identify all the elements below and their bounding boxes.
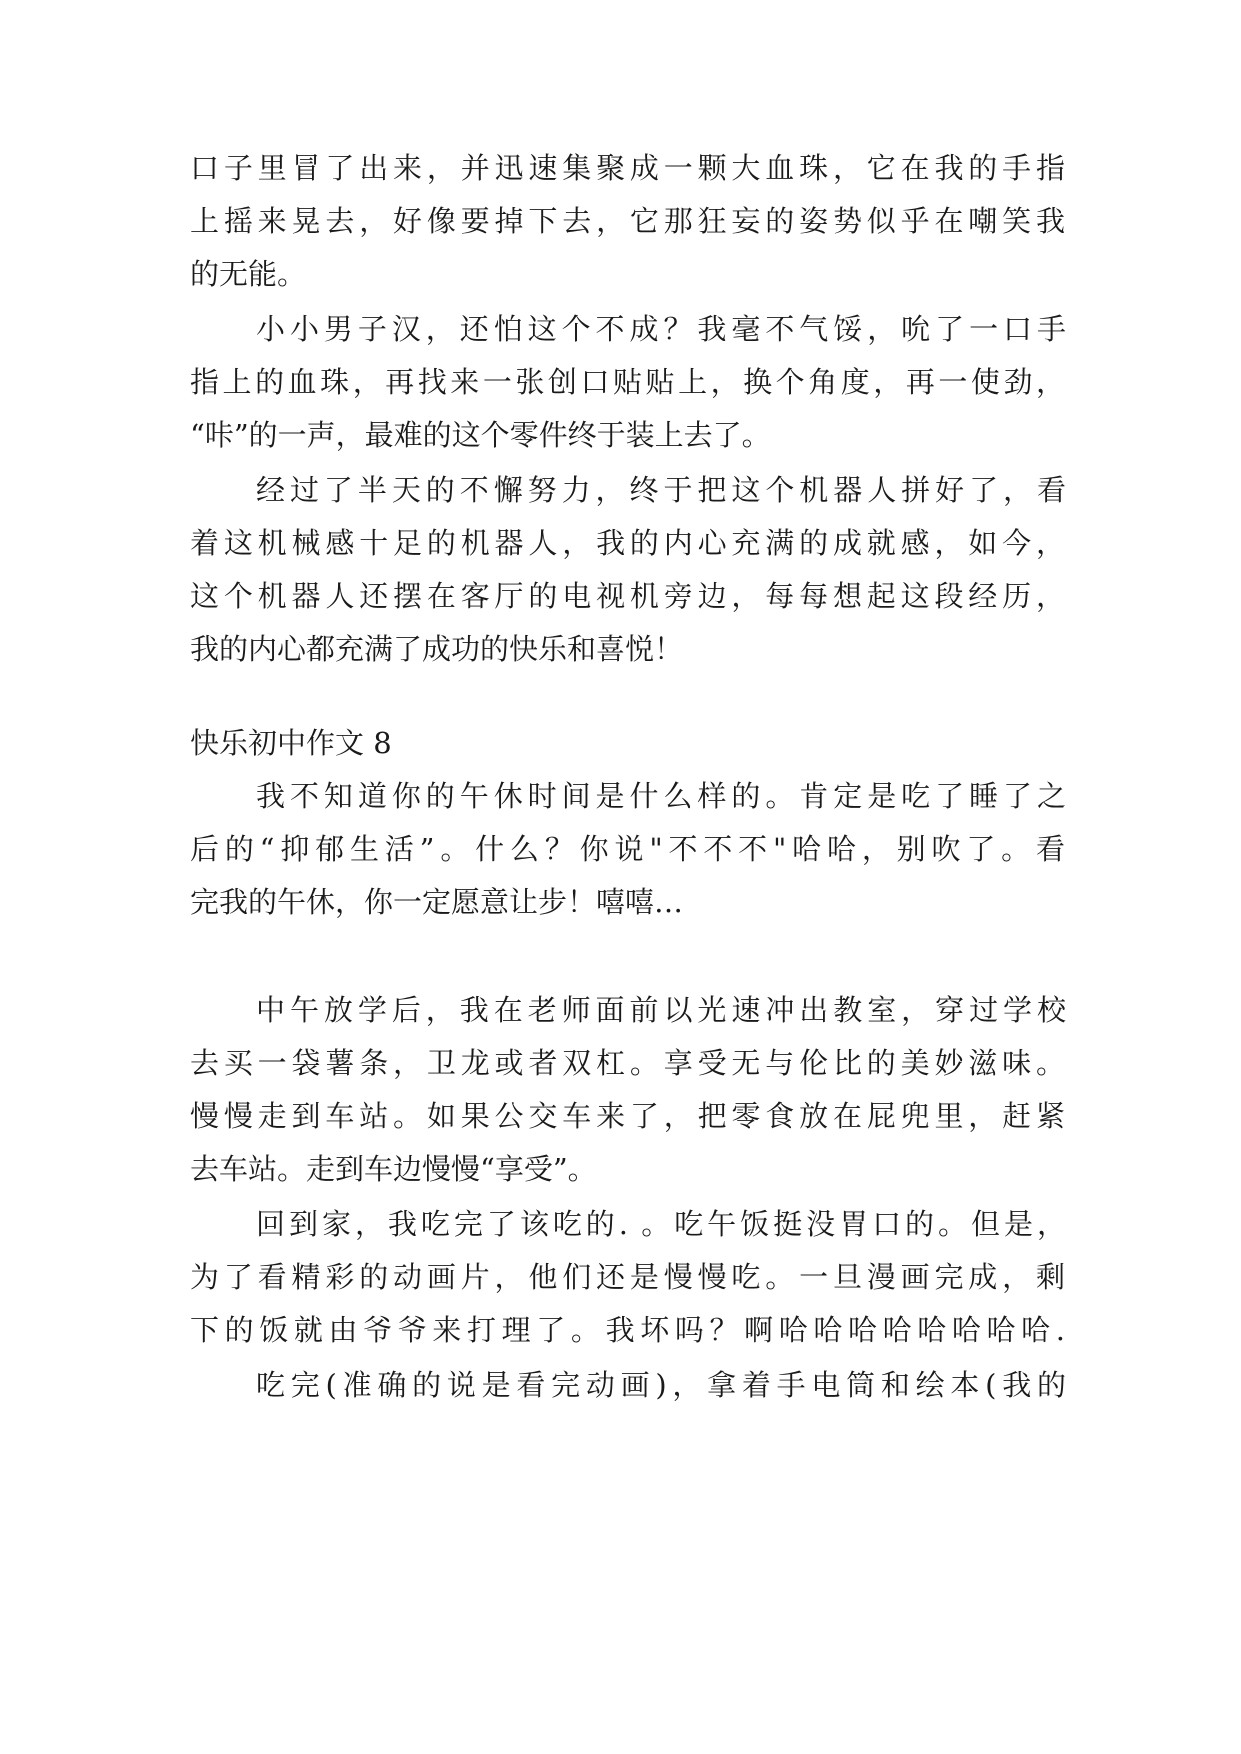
text-line: 这个机器人还摆在客厅的电视机旁边，每每想起这段经历，: [190, 579, 1065, 613]
text-line: 我的内心都充满了成功的快乐和喜悦！: [190, 632, 684, 666]
text-line: 口子里冒了出来，并迅速集聚成一颗大血珠，它在我的手指: [190, 151, 1065, 185]
text-line: 吃完(准确的说是看完动画)，拿着手电筒和绘本(我的: [256, 1368, 1066, 1402]
text-line: 上摇来晃去，好像要掉下去，它那狂妄的姿势似乎在嘲笑我: [190, 204, 1065, 238]
text-line: 完我的午休，你一定愿意让步！嘻嘻…: [190, 885, 684, 919]
text-line: 下的饭就由爷爷来打理了。我坏吗？啊哈哈哈哈哈哈哈哈.: [190, 1313, 1065, 1347]
text-line: 我不知道你的午休时间是什么样的。肯定是吃了睡了之: [256, 779, 1066, 813]
text-line: 为了看精彩的动画片，他们还是慢慢吃。一旦漫画完成，剩: [190, 1260, 1065, 1294]
text-line: 小小男子汉，还怕这个不成？我毫不气馁，吮了一口手: [256, 312, 1066, 346]
text-line: 回到家，我吃完了该吃的. 。吃午饭挺没胃口的。但是，: [256, 1207, 1066, 1241]
text-line: 后的“抑郁生活”。什么？你说"不不不"哈哈，别吹了。看: [190, 832, 1065, 866]
text-line: 的无能。: [190, 257, 307, 291]
text-line: “咔”的一声，最难的这个零件终于装上去了。: [190, 418, 771, 452]
text-line: 着这机械感十足的机器人，我的内心充满的成就感，如今，: [190, 526, 1065, 560]
text-line: 指上的血珠，再找来一张创口贴贴上，换个角度，再一使劲，: [190, 365, 1065, 399]
text-line: 去买一袋薯条，卫龙或者双杠。享受无与伦比的美妙滋味。: [190, 1046, 1065, 1080]
text-line: 慢慢走到车站。如果公交车来了，把零食放在屁兜里，赶紧: [190, 1099, 1065, 1133]
text-line: 经过了半天的不懈努力，终于把这个机器人拼好了，看: [256, 473, 1066, 507]
section-heading: 快乐初中作文 8: [190, 726, 392, 760]
text-line: 去车站。走到车边慢慢“享受”。: [190, 1152, 597, 1186]
text-line: 中午放学后，我在老师面前以光速冲出教室，穿过学校: [256, 993, 1066, 1027]
